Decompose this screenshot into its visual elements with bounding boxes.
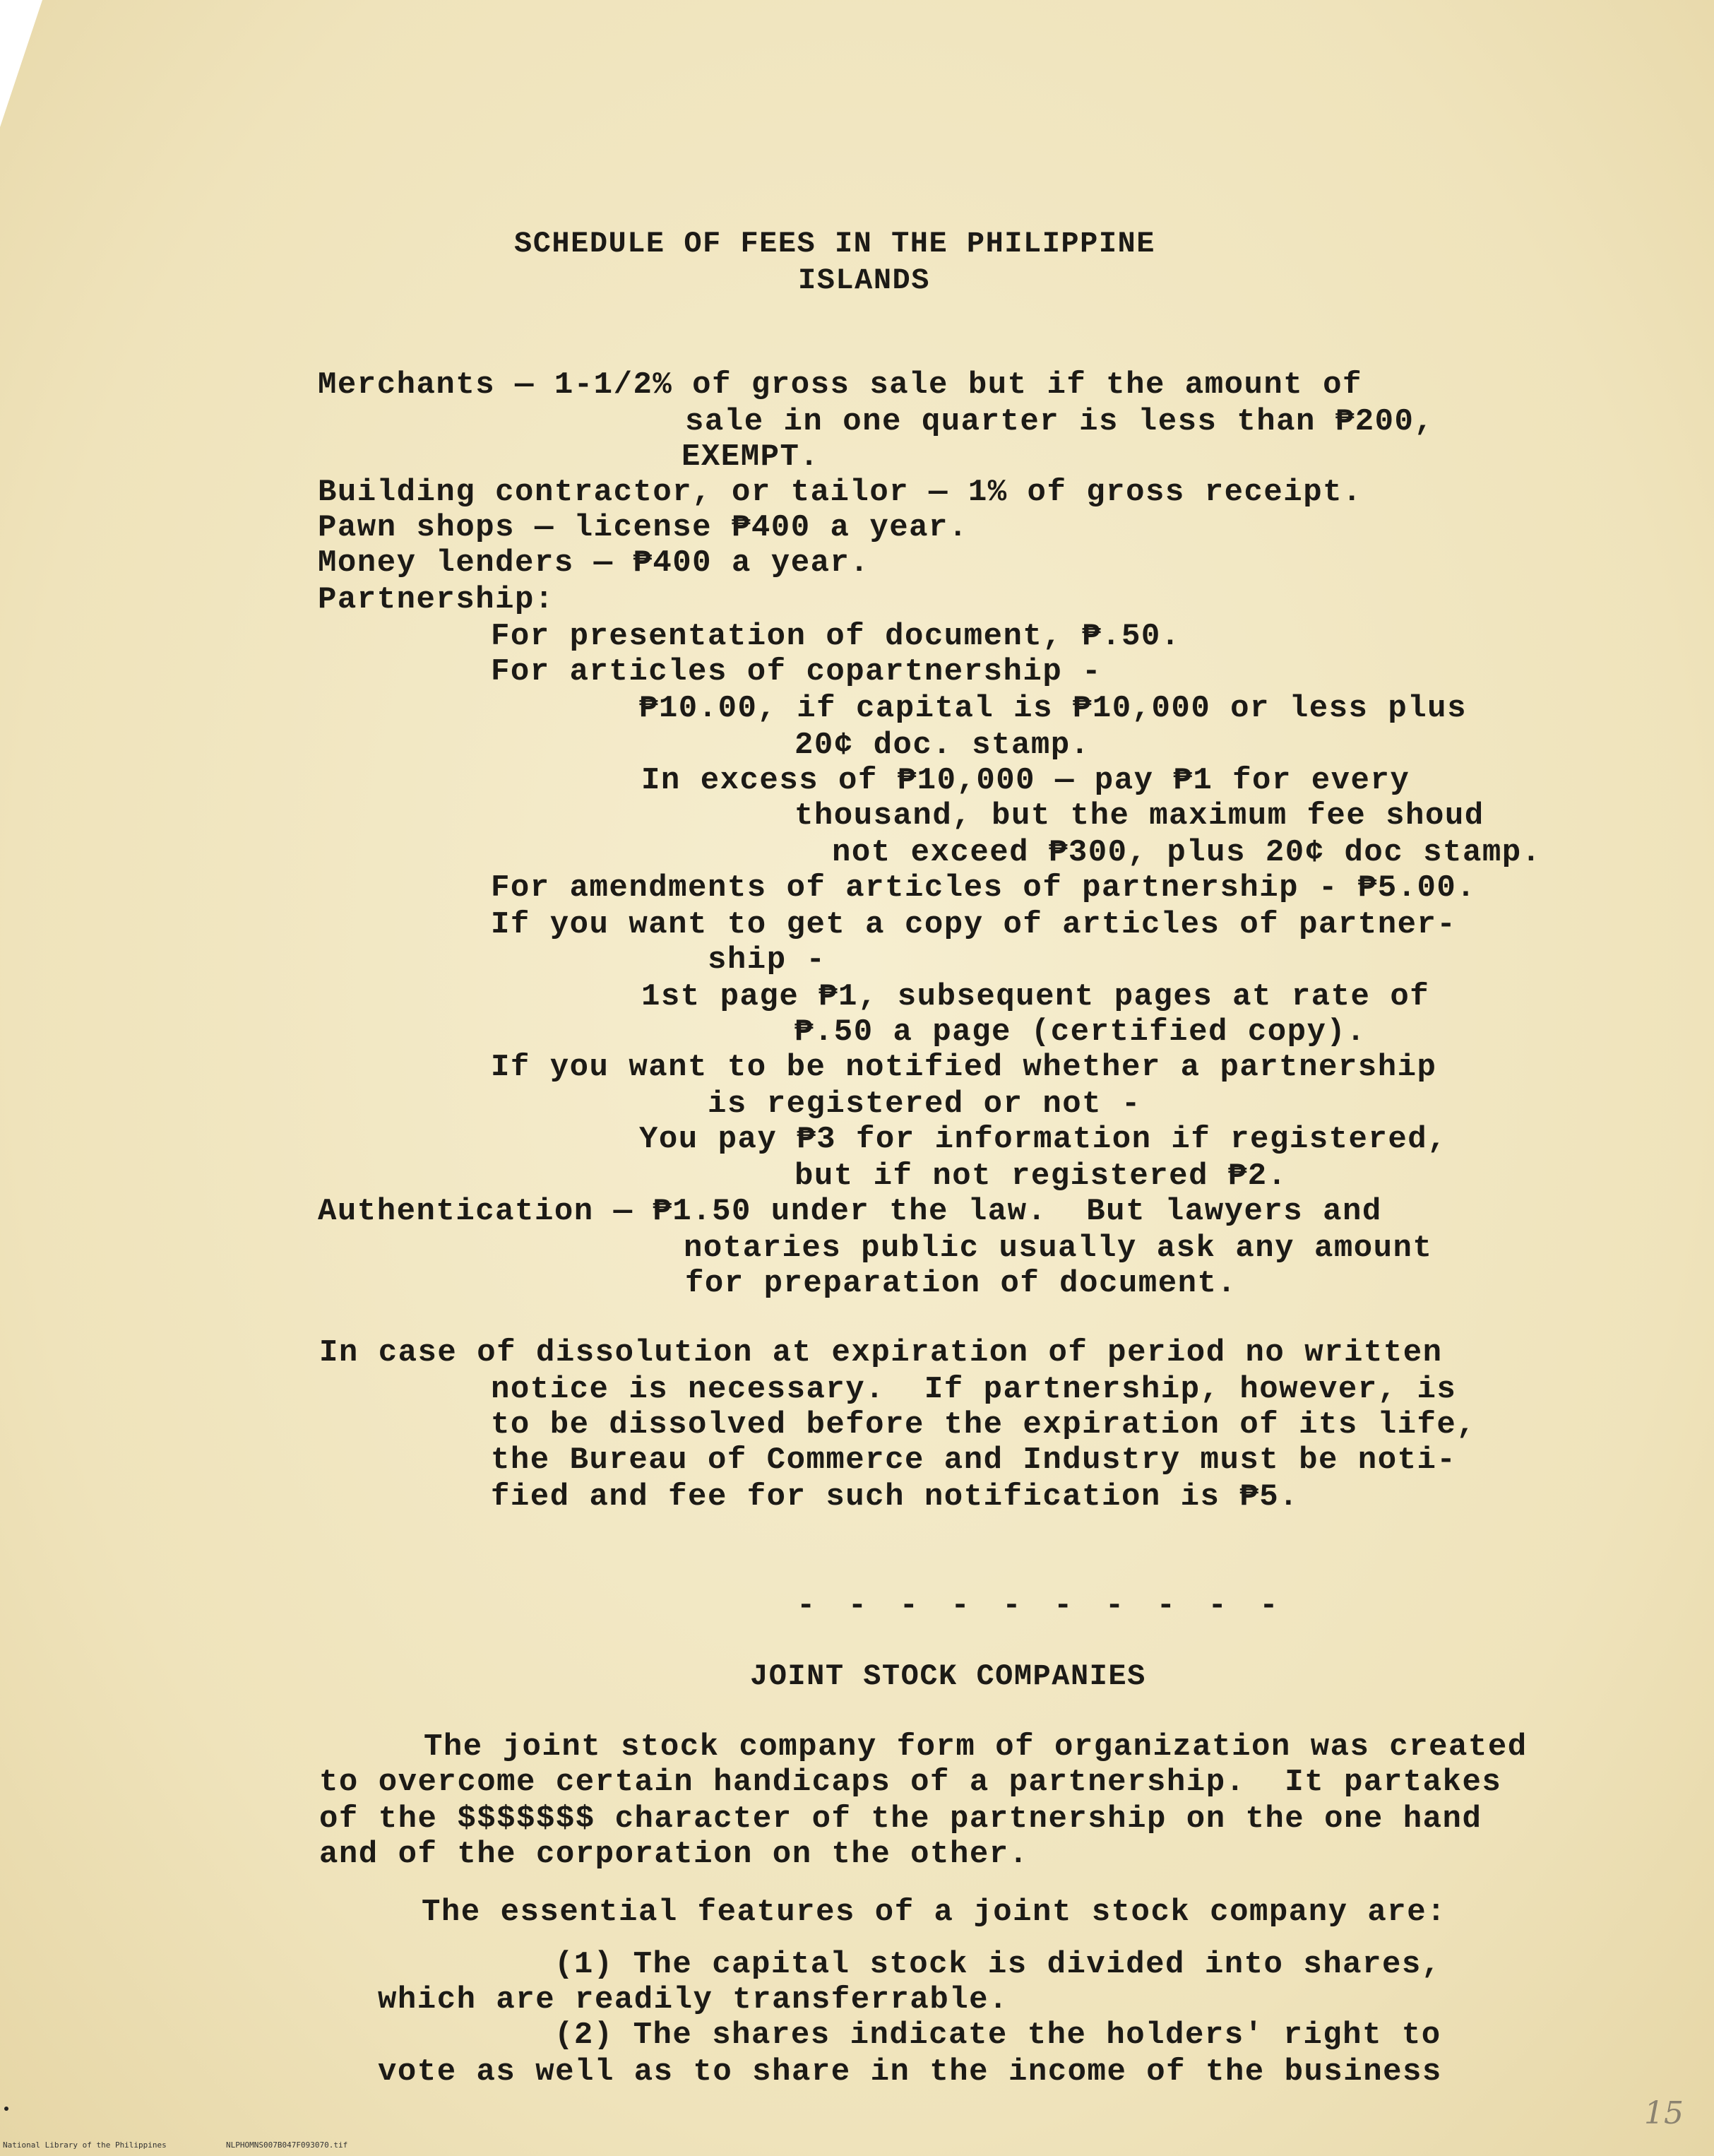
fee-line: Pawn shops — license ₱400 a year. [318,510,968,545]
body-line: (2) The shares indicate the holders' right to [554,2018,1441,2053]
body-line: to overcome certain handicaps of a partnership. It partakes [319,1765,1502,1800]
fee-line: Authentication — ₱1.50 under the law. But lawyers and [318,1194,1382,1229]
body-line: vote as well as to share in the income of the business [378,2054,1442,2090]
fee-line: 1st page ₱1, subsequent pages at rate of [641,979,1430,1014]
fee-line: Merchants — 1-1/2% of gross sale but if the amount of [318,367,1362,403]
fee-line: sale in one quarter is less than ₱200, [685,404,1434,439]
page-title-line2: ISLANDS [798,263,930,297]
section-separator: - - - - - - - - - - [797,1588,1285,1623]
fee-line: If you want to be notified whether a partnership [491,1050,1437,1085]
fee-line: For amendments of articles of partnership - ₱5.00. [491,870,1477,906]
fee-line: You pay ₱3 for information if registered, [639,1122,1448,1157]
dissolution-line: In case of dissolution at expiration of period no written [319,1335,1443,1370]
fee-line: For presentation of document, ₱.50. [491,619,1181,654]
fee-line: ₱10.00, if capital is ₱10,000 or less plus [639,691,1467,726]
body-line: of the $$$$$$$ character of the partnership on the one hand [319,1801,1482,1837]
fee-line: Money lenders — ₱400 a year. [318,545,870,581]
fee-line: thousand, but the maximum fee shoud [794,798,1484,834]
fee-line: Building contractor, or tailor — 1% of gross receipt. [318,475,1362,510]
body-line: The essential features of a joint stock company are: [422,1895,1447,1930]
page-title: SCHEDULE OF FEES IN THE PHILIPPINE [514,227,1155,261]
fee-line: Partnership: [318,582,554,617]
fee-line: but if not registered ₱2. [794,1159,1287,1194]
body-line: and of the corporation on the other. [319,1837,1029,1872]
body-line: (1) The capital stock is divided into shares, [554,1947,1441,1982]
footer-file-id: NLPHOMNS007B047F093070.tif [226,2140,348,2150]
section-heading: JOINT STOCK COMPANIES [750,1659,1146,1693]
fee-line: EXEMPT. [682,439,820,475]
fee-line: In excess of ₱10,000 — pay ₱1 for every [641,763,1410,798]
handwritten-page-number: 15 [1644,2095,1684,2131]
body-line: The joint stock company form of organization was created [424,1729,1528,1765]
dissolution-line: fied and fee for such notification is ₱5. [491,1479,1299,1515]
fee-line: For articles of copartnership - [491,654,1102,689]
dissolution-line: the Bureau of Commerce and Industry must be noti- [491,1443,1457,1478]
fee-line: ₱.50 a page (certified copy). [794,1014,1367,1050]
footer-library: National Library of the Philippines [3,2140,167,2150]
fee-line: ship - [708,942,826,978]
fee-line: 20¢ doc. stamp. [794,728,1090,763]
body-line: which are readily transferrable. [378,1982,1008,2018]
fee-line: notaries public usually ask any amount [684,1231,1433,1266]
fee-line: for preparation of document. [685,1266,1237,1301]
fee-line: not exceed ₱300, plus 20¢ doc stamp. [832,835,1542,870]
ink-dot [4,2107,8,2111]
torn-corner [0,0,42,127]
fee-line: is registered or not - [708,1086,1141,1122]
dissolution-line: to be dissolved before the expiration of its life, [491,1407,1477,1443]
dissolution-line: notice is necessary. If partnership, however, is [491,1372,1457,1407]
fee-line: If you want to get a copy of articles of partner- [491,907,1457,942]
